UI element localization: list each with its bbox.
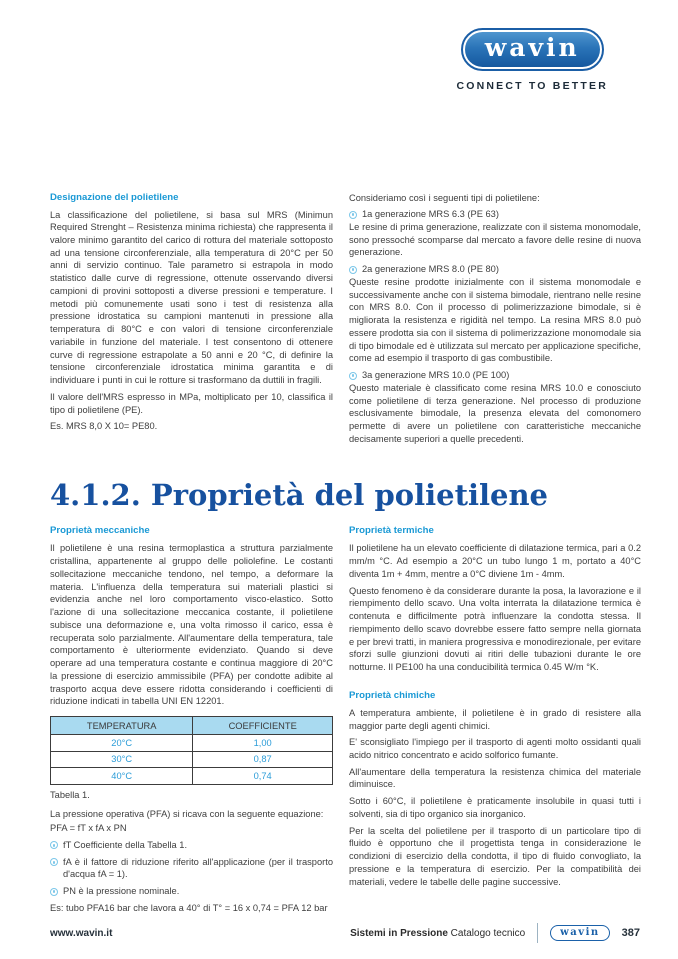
generation-1-text: Le resine di prima generazione, realizzate con il sistema monomodale, sono pressoché scomparse dal mercato a favore delle resine di nuova generazione. [349, 221, 641, 258]
table-row [51, 751, 333, 768]
table-cell-temp: 20°C [51, 735, 193, 752]
generation-item-3 [349, 369, 641, 445]
circle-dot-bullet-icon [50, 841, 58, 849]
equation-note-1-text: fT Coefficiente della Tabella 1. [63, 839, 188, 850]
chimiche-paragraph-1: A temperatura ambiente, il polietilene è in grado di resistere alla maggior parte degli agenti chimici. [349, 707, 641, 731]
table-header-row [51, 717, 333, 735]
generation-1-heading [349, 208, 641, 221]
generation-2-label: 2a generazione MRS 8.0 (PE 80) [362, 264, 499, 275]
circle-dot-bullet-icon [349, 372, 357, 380]
chimiche-paragraph-5: Per la scelta del polietilene per il trasporto di un particolare tipo di fluido è opportuno che il progettista tenga in considerazione le condizioni di esercizio della condotta, il tipo di fluido convogliato, la pressione e la temperatura di esercizio. Per la compatibilità dei materiali, vedere le tabelle delle pagine successive. [349, 825, 641, 887]
designazione-paragraph-3: Es. MRS 8,0 X 10= PE80. [50, 421, 158, 432]
pfa-equation: PFA = fT x fA x PN [50, 823, 127, 834]
page-number: 387 [621, 927, 640, 939]
equation-note-3 [50, 885, 333, 898]
designazione-paragraph-2: Il valore dell'MRS espresso in MPa, moltiplicato per 10, classifica il tipo di polietilene (PE). [50, 391, 333, 415]
footer-url: www.wavin.it [50, 927, 113, 939]
top-section-row [50, 192, 640, 448]
footer-divider [537, 923, 538, 943]
footer-wavin-logo: wavin [550, 925, 609, 941]
table-cell-temp: 40°C [51, 768, 193, 785]
equation-note-1 [50, 839, 333, 852]
table-row [51, 768, 333, 785]
chimiche-paragraph-2: E' sconsigliato l'impiego per il trasporto di agenti molto ossidanti quali acido nitrico concentrato e acido solforico fumante. [349, 737, 641, 760]
table-header-coefficiente: COEFFICIENTE [193, 717, 333, 735]
generation-item-2 [349, 263, 641, 365]
circle-dot-bullet-icon [50, 858, 58, 866]
meccaniche-paragraph: Il polietilene è una resina termoplastica a struttura parzialmente cristallina, appartenente al gruppo delle poliolefine. Le costanti sollecitazione meccaniche tendono, nel tempo, a deformare la materia. L'influenza della temperatura sui materiali plastici si evidenzia anche nel loro comportamento visco-elastico. Sotto l'azione di una sollecitazione meccanica costante, il polietilene subisce una deformazione e, una volta rimosso il carico, essa è recuperata solo parzialmente. All'aumentare della temperatura, tale comportamento è ulteriormente evidenziato. Quando si deve operare ad una temperatura costante e continua maggiore di 20°C la pressione di esercizio ammissibile (PFA) per condotte adibite al trasporto acqua deve essere ridotta considerando i coefficienti di riduzione indicati in tabella UNI EN 12201. [50, 543, 333, 707]
wavin-logo [461, 28, 604, 71]
equation-intro: La pressione operativa (PFA) si ricava con la seguente equazione: [50, 808, 324, 819]
equation-note-2 [50, 856, 333, 881]
equation-note-2-text: fA è il fattore di riduzione riferito all'applicazione (per il trasporto d'acqua fA = 1). [63, 856, 333, 880]
section-title-meccaniche: Proprietà meccaniche [50, 525, 150, 537]
generation-3-label: 3a generazione MRS 10.0 (PE 100) [362, 370, 510, 381]
circle-dot-bullet-icon [50, 888, 58, 896]
section-title-termiche: Proprietà termiche [349, 525, 434, 537]
termiche-paragraph-2: Questo fenomeno è da considerare durante la posa, la lavorazione e il riempimento dello scavo. Una volta interrata la dilatazione termica è contenuta e difficilmente potrà influenzare la condotta stessa. Il riempimento dello scavo dovrebbe essere fatto sempre nella giornata e per brevi tratti, in maniera progressiva e monodirezionale, per evitare sforzi sulle giunzioni dovuti ai ritiri delle tubazioni durante le ore notturne. Il PE100 ha una conducibilità termica 0.45 W/m °K. [349, 585, 641, 673]
footer-series-name: Sistemi in Pressione [350, 927, 448, 939]
section-title-designazione: Designazione del polietilene [50, 191, 179, 203]
pfa-example: Es: tubo PFA16 bar che lavora a 40° di T° = 16 x 0,74 = PFA 12 bar [50, 902, 328, 913]
bottom-section-row [50, 525, 640, 914]
footer-catalog-title [350, 928, 525, 939]
tipi-intro: Consideriamo così i seguenti tipi di polietilene: [349, 192, 540, 203]
brand-tagline: CONNECT TO BETTER [456, 79, 608, 92]
table-cell-coef: 1,00 [193, 735, 333, 752]
footer-catalog-label: Catalogo tecnico [450, 927, 526, 939]
page-footer [50, 923, 640, 943]
generation-3-text: Questo materiale è classificato come resina MRS 10.0 e conosciuto come polietilene di terza generazione. Nel processo di produzione esclusivamente bimodale, la presenza elevata del comonomero permette di avere un polietilene con caratteristiche meccaniche decisamente superiori a quelle precedenti. [349, 382, 641, 444]
chimiche-paragraph-3: All'aumentare della temperatura la resistenza chimica del materiale diminuisce. [349, 766, 641, 790]
generation-3-heading [349, 369, 641, 382]
table-cell-coef: 0,87 [193, 751, 333, 768]
chimiche-paragraph-4: Sotto i 60°C, il polietilene è praticamente insolubile in quasi tutti i solventi, sia di tipo organico sia inorganico. [349, 796, 641, 819]
generation-2-text: Queste resine prodotte inizialmente con il sistema monomodale e successivamente anche con il sistema bimodale, rientrano nelle resine con MRS 8.0. Con il processo di polimerizzazione bimodale, si è migliorata la resistenza e rigidità nel tempo. La resina MRS 8.0 può essere prodotta sia con il sistema di polimerizzazione monomodale sia di tipo bimodale ed è utilizzata sul mercato per applicazione specifiche, come ad esempio il trasporto di gas combustibile. [349, 276, 641, 364]
section-title-chimiche: Proprietà chimiche [349, 689, 436, 701]
chapter-title: 4.1.2. Proprietà del polietilene [50, 478, 549, 513]
table-header-temperatura: TEMPERATURA [51, 717, 193, 735]
column-designazione [50, 192, 333, 448]
circle-dot-bullet-icon [349, 211, 357, 219]
column-termiche-chimiche [349, 525, 641, 914]
circle-dot-bullet-icon [349, 266, 357, 274]
wavin-logo-block [456, 28, 608, 92]
equation-note-3-text: PN è la pressione nominale. [63, 886, 180, 897]
table-cell-temp: 30°C [51, 751, 193, 768]
generation-1-label: 1a generazione MRS 6.3 (PE 63) [362, 209, 499, 220]
column-tipi-polietilene [349, 192, 641, 448]
generation-item-1 [349, 208, 641, 259]
footer-right-group [350, 923, 640, 943]
table-cell-coef: 0,74 [193, 768, 333, 785]
wavin-logo-text: wavin [465, 32, 600, 67]
generation-2-heading [349, 263, 641, 276]
page-content [0, 192, 678, 915]
designazione-paragraph-1: La classificazione del polietilene, si basa sul MRS (Minimun Required Strenght – Resistenza minima richiesta) che rappresenta il valore minimo garantito del carico di rottura del materiale sottoposto ad una tensione circonferenziale, alla temperatura di 20°C per 50 anni di servizio continuo. Tale parametro si estrapola in modo statistico dalle curve di regressione, ottenute osservando diversi campioni di provini sottoposti a diverse pressioni e temperature. I metodi più comunemente usati sono i test di resistenza alla pressione idrostatica su campioni mantenuti in pressione alla temperatura di 80°C e con valori di tensione circonferenziale variabile in funzione del materiale. I test consentono di ottenere curve di regressione estrapolate a 50 anni e 20 °C, di definire la tensione circonferenziale idrostatica minima garantita e di individuare i punti in cui le rotture si trasformano da duttili in fragili. [50, 209, 333, 386]
page-header [0, 0, 678, 92]
termiche-paragraph-1: Il polietilene ha un elevato coefficiente di dilatazione termica, pari a 0.2 mm/m °C. Ad esempio a 20°C un tubo lungo 1 m, portato a 40°C diventa 1m + 4mm, mentre a 0°C diviene 1m - 4mm. [349, 543, 641, 579]
coefficient-table [50, 716, 333, 785]
column-meccaniche [50, 525, 333, 914]
table-caption: Tabella 1. [50, 789, 90, 800]
table-row [51, 735, 333, 752]
